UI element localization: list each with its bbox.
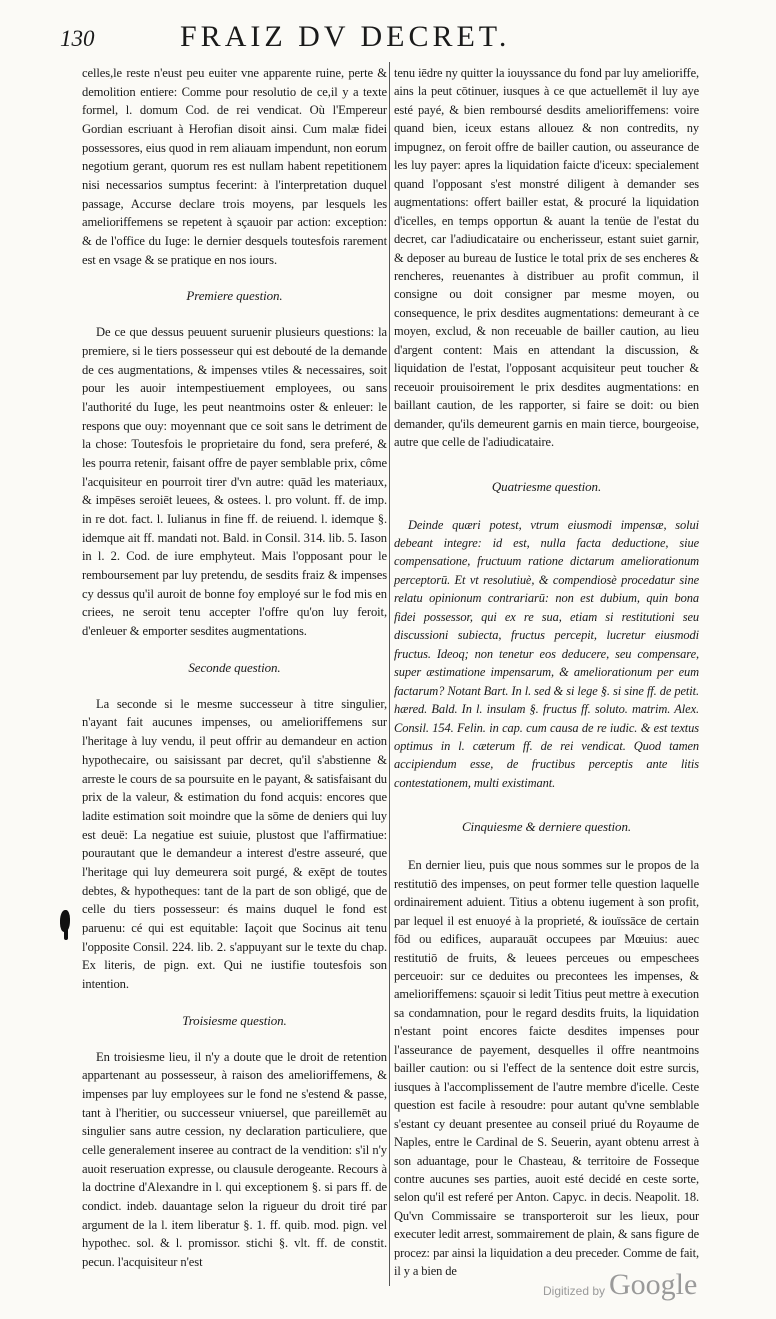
paragraph: celles,le reste n'eust peu euiter vne apparente ruine, perte & demolition entiere: Comme pour resolutio de ce,il y a texte formel, l. domum Cod. de rei vendicat. Où l'Empereur Gordian escriuant à Herofian disoit ainsi. Cum malæ fidei possessores, eius quod in rem aliauam impendunt, non eorum negotium gerant, quorum res est nullam habent repetitionem nisi necessarios sumptus fecerint: à l'interpretation duquel passage, Accurse declare trois moyens, par lesquels les amelioriffemens se repetent à sçauoir par action: exception: & de l'office du Iuge: le dernier desquels toutesfois rarement est en vsage & se pratique en nos iours. [82, 66, 387, 267]
right-column [394, 64, 699, 1281]
paragraph: La seconde si le mesme successeur à titre singulier, n'ayant fait aucunes impenses, ou amelioriffemens sur l'heritage à luy vendu, il peut offrir au demandeur en action hypothecaire, ou saisissant par decret, qu'il s'abstienne & arreste le cours de sa poursuite en le payant, & satisfaisant du prix de la valeur, & estimation du fond acquis: encores que ladite estimation soit moindre que la sōme de deniers qui luy est deuë: La negatiue est suiuie, plustost que l'affirmatiue: pourautant que le demandeur a interest d'estre asseuré, que l'heritage qui luy demeurera soit purgé, & exēpt de toutes debtes, & hypotheques: tant de la part de son obligé, que de celle du tiers possesseur: és mains duquel le fond est paruenu: cé qui est equitable: Iaçoit que Socinus ait tenu l'opposite Consil. 224. lib. 2. s'appuyant sur le texte du chap. Ex literis, de pign. ext. Qui ne iustifie toutesfois son intention. [82, 696, 387, 991]
page-header [60, 20, 700, 64]
paragraph: tenu iēdre ny quitter la iouyssance du fond par luy amelioriffe, ains la peut cōtinuer, iusques à ce que actuellemēt il luy aye esté payé, & bien remboursé desdits amelioriffemens: voire quand bien, iceux estans allouez & non contredits, ny impugnez, on feroit offre de bailler caution, ou asseurance de les luy payer: apres la liquidation faicte d'iceux: specialement quand l'opposant s'est monstré diligent à demander ses augmentations: offert bailler estat, & procuré la liquidation d'icelles, en temps opportun & auant la tenüe de l'estat du decret, car l'adiudicataire ou encherisseur, estant suiet garnir, & deposer au bureau de Iustice le total prix de ses encheres & rencheres, reuenantes à distribuer au profit commun, il consigne ou doit consigner par mesme moyen, ou consequence, le prix desdites augmentations: demeurant à ce moyen, exclud, & non receuable de bailler caution, au lieu d'argent content: Mais en attendant la discussion, & liquidation de l'estat, l'opposant acquisiteur peut toucher & receuoir prouisoirement le prix desdites augmentations: en baillant caution, de les rapporter, si faire se doit: ou bien demander, qu'ils demeurent garnis en main tierce, bourgeoise, autre que celle de l'adiudicataire. [394, 66, 699, 450]
paragraph: En troisiesme lieu, il n'y a doute que le droit de retention appartenant au possesseur, à raison des amelioriffemens, & impenses par luy employees sur le fond ne s'estend & passe, tant à l'heritier, ou successeur vniuersel, que pareillemēt au singulier sans autre cession, ny declaration particuliere, que celle generalement inseree au contract de la vendition: s'il n'y auoit reseruation expresse, ou clausule derogeante. Recours à la doctrine d'Alexandre in l. qui exceptionem §. si pars ff. de condict. indeb. dauantage selon la rigueur du droit tiré par argument de la l. item liberatur §. 1. ff. quib. mod. pign. vel hypothec. sol. & l. promissor. stichi §. vlt. ff. de constit. pecun. l'acquisiteur n'est [82, 1049, 387, 1269]
paragraph-latin: Deinde quæri potest, vtrum eiusmodi impensæ, solui debeant integre: id est, nulla facta deductione, siue compensatione, fructuum ratione dictarum ameliorationum perceptorū. Et vt resolutiuè, & compendiosè procedatur sine relatu opinionum contrariarū: non est dubium, quin bona fidei possessor, qui ex re sua, etiam si restitutioni seu discussioni subiecta, fructus percepit, lucretur eiusmodi fructus. Ideoq; non tenetur eos deducere, seu compensare, super æstimatione impensarum, & ameliorationum per eum factarum? Notant Bart. In l. sed & si lege §. si sine ff. de petit. hæred. Bald. In l. insulam §. fructus ff. soluto. matrim. Alex. Consil. 154. Felin. in cap. cum causa de re iudic. & est textus optimus in l. cæterum ff. de rei vendicat. Quod tamen accipiendum esse, de fructibus perceptis ante litis contestationem, multi existimant. [394, 517, 699, 790]
digitized-by-text: Digitized by [543, 1284, 606, 1298]
left-column [82, 64, 387, 1272]
section-heading: Seconde question. [188, 659, 281, 675]
section-heading: Troisiesme question. [182, 1012, 287, 1028]
ink-blot-mark [64, 928, 68, 940]
google-watermark [543, 1270, 723, 1304]
column-divider [389, 62, 390, 1286]
page-number: 130 [60, 26, 95, 51]
paragraph: De ce que dessus peuuent suruenir plusieurs questions: la premiere, si le tiers possesseur qui est debouté de la demande de ces augmentations, & impenses vtiles & necessaires, soit pour les auoir intempestiuement employees, ou sans l'authorité du Iuge, les peut neantmoins oster & enleuer: le respons que ouy: moyennant que ce soit sans le detriment de la chose: Toutesfois le proprietaire du fond, sera preferé, & les pourra retenir, faisant offre de payer semblable prix, côme l'acquisiteur en pourroit tirer d'vn autre: quād les materiaux, & impēses seroiēt leuees, & ostees. l. pro volunt. ff. de imp. in re dot. fact. l. Iulianus in fine ff. de reiuend. l. idemque §. idemque ait ff. mandati not. Bald. in Consil. 314. lib. 5. Iason in l. 2. Cod. de iure emphyteut. Mais l'opposant pour le remboursement par luy pretendu, de sesdits fraiz & impenses cy dessus qu'il auroit de bonne foy employé sur le fod mis en criees, ne seroit tenu accepter l'offre qu'on luy feroit, d'enleuer & emporter sesdites augmentations. [82, 325, 387, 639]
running-title: FRAIZ DV DECRET. [180, 20, 511, 53]
paragraph: En dernier lieu, puis que nous sommes sur le propos de la restitutiō des impenses, on peut former telle question laquelle ordinairement aduient. Titius a obtenu iugement à son profit, par lequel il est enuoyé à la proprieté, & iouïssāce de certain fōd ou edifices, auparauāt occupees par Mœuius: auec restitutiō de fruits, & leuees perceues ou empeschees perceuoir: sur ce deduites ou precontees les impenses, & amelioriffemens: sçauoir si ledit Titius peut mettre à execution sa condamnation, pour le regard desdits fruits, la liquidation n'estant point encores faicte desdites impenses pour l'asseurance de payement, desquelles il offre neantmoins bailler caution: ou si l'effect de la sentence doit estre surcis, iusques à l'accomplissement de l'autre membre d'icelle. Ceste question est facile à resoudre: pour autant qu'vne semblable s'estant cy deuant presentee au conseil priué du Royaume de Naples, entre le Cardinal de S. Seuerin, ayant obtenu arrest à son aduantage, pour le Chasteau, & territoire de Fosseque contre aucunes ses parties, auoit esté decidé en ceste sorte, selon qu'il est referé per Anton. Capyc. in decis. Neapolit. 18. Qu'vn Commissaire se transporteroit sur les lieux, pour executer ledit arrest, sommairement de plain, & sans figure de procez: par ainsi la liquidation a deu preceder. Comme de fait, il y a bien de [394, 858, 699, 1279]
google-logo: Google [609, 1268, 698, 1301]
section-heading: Premiere question. [186, 288, 283, 304]
section-heading: Cinquiesme & derniere question. [461, 819, 631, 835]
section-heading: Quatriesme question. [491, 478, 602, 494]
